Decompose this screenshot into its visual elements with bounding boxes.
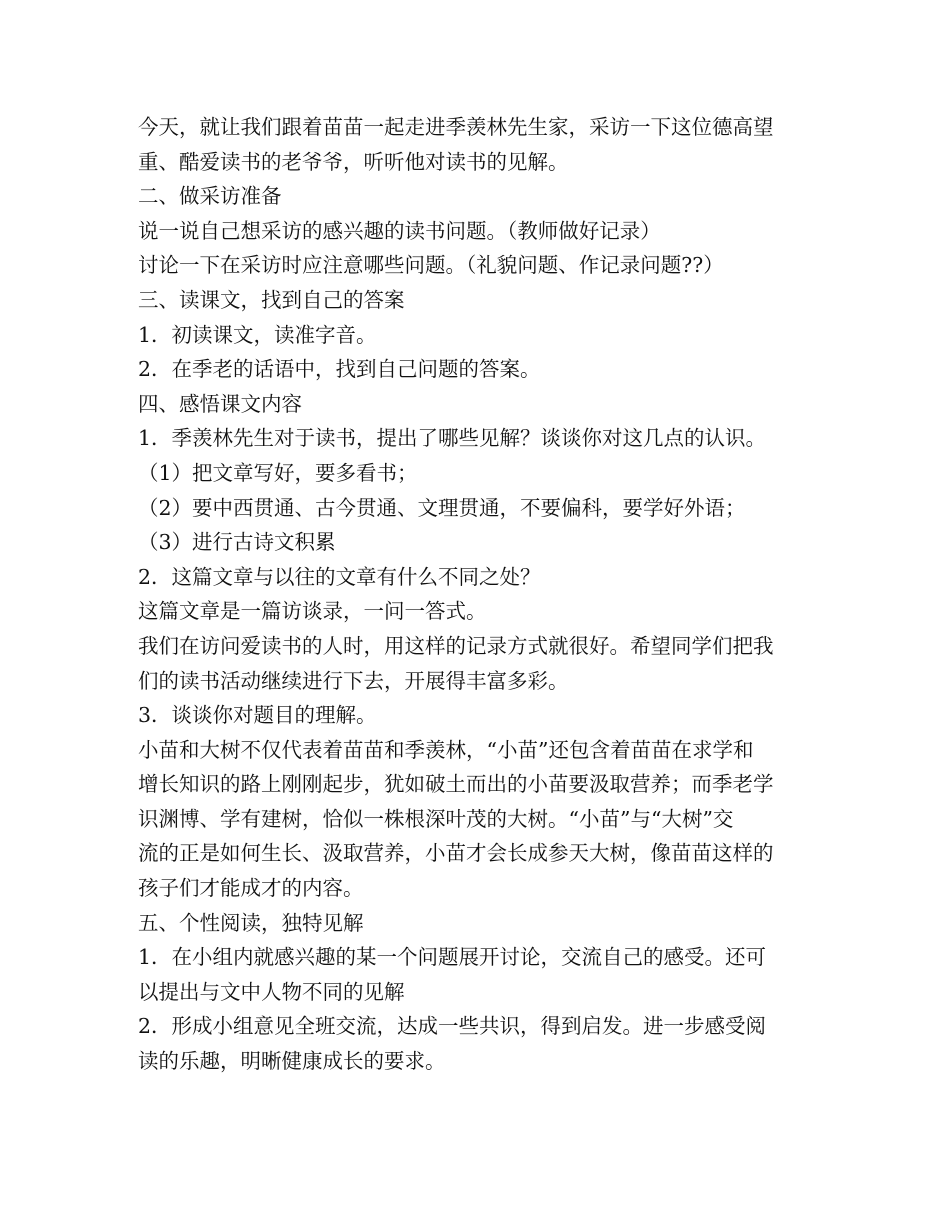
paragraph-line: 增长知识的路上刚刚起步，犹如破土而出的小苗要汲取营养；而季老学 xyxy=(138,772,774,797)
paragraph-line: 这篇文章是一篇访谈录，一问一答式。 xyxy=(138,599,487,624)
section-heading: 四、感悟课文内容 xyxy=(138,391,302,416)
paragraph-line: 说一说自己想采访的感兴趣的读书问题。（教师做好记录） xyxy=(138,218,661,243)
paragraph-line: 重、酷爱读书的老爷爷，听听他对读书的见解。 xyxy=(138,149,569,174)
paragraph-line: 识渊博、学有建树，恰似一株根深叶茂的大树。“小苗”与“大树”交 xyxy=(138,806,734,831)
section-heading: 五、个性阅读，独特见解 xyxy=(138,910,364,935)
paragraph-line: 小苗和大树不仅代表着苗苗和季羡林，“小苗”还包含着苗苗在求学和 xyxy=(138,737,754,762)
section-heading: 二、做采访准备 xyxy=(138,184,282,209)
paragraph-line: 们的读书活动继续进行下去，开展得丰富多彩。 xyxy=(138,668,569,693)
paragraph-line: 讨论一下在采访时应注意哪些问题。（礼貌问题、作记录问题??） xyxy=(138,253,724,278)
paragraph-line: 今天，就让我们跟着苗苗一起走进季羡林先生家，采访一下这位德高望 xyxy=(138,115,774,139)
list-item: 1．在小组内就感兴趣的某一个问题展开讨论，交流自己的感受。还可 xyxy=(138,945,767,970)
paragraph-line: 流的正是如何生长、汲取营养，小苗才会长成参天大树，像苗苗这样的 xyxy=(138,841,774,866)
paragraph-line: 以提出与文中人物不同的见解 xyxy=(138,979,405,1004)
sub-list-item: （1）把文章写好，要多看书； xyxy=(138,460,418,485)
list-item: 2．在季老的话语中，找到自己问题的答案。 xyxy=(138,357,541,382)
document-body xyxy=(138,110,818,1079)
list-item: 2．这篇文章与以往的文章有什么不同之处？ xyxy=(138,564,541,589)
list-item: 3．谈谈你对题目的理解。 xyxy=(138,703,377,728)
list-item: 2．形成小组意见全班交流，达成一些共识，得到启发。进一步感受阅 xyxy=(138,1014,767,1039)
list-item: 1．初读课文，读准字音。 xyxy=(138,322,377,347)
sub-list-item: （2）要中西贯通、古今贯通、文理贯通，不要偏科，要学好外语； xyxy=(138,495,746,520)
sub-list-item: （3）进行古诗文积累 xyxy=(138,530,336,555)
paragraph-line: 孩子们才能成才的内容。 xyxy=(138,876,364,901)
paragraph-line: 我们在访问爱读书的人时，用这样的记录方式就很好。希望同学们把我 xyxy=(138,633,774,658)
paragraph-line: 读的乐趣，明晰健康成长的要求。 xyxy=(138,1049,446,1074)
section-heading: 三、读课文，找到自己的答案 xyxy=(138,287,405,312)
list-item: 1．季羡林先生对于读书，提出了哪些见解？谈谈你对这几点的认识。 xyxy=(138,426,767,451)
